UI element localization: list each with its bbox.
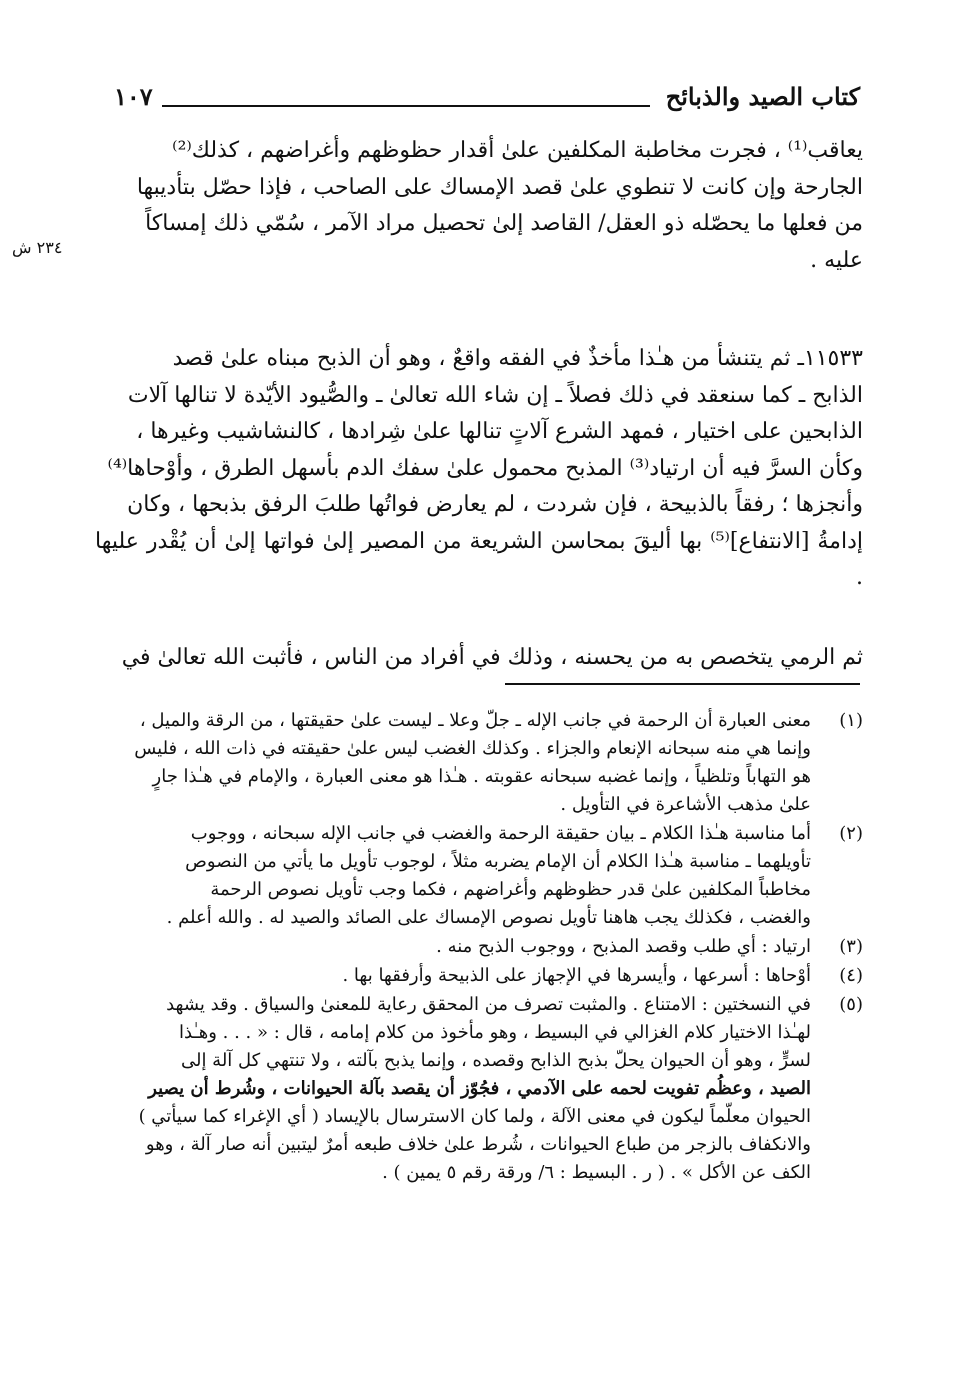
footnote-text	[95, 707, 811, 819]
footnote-number: (٢)	[839, 823, 863, 844]
footnote-text	[95, 991, 811, 1187]
footnote-line: تأويلهما ـ مناسبة هـٰذا الكلام أن الإمام يضربه مثلاً ، لوجوب تأويل ما يأتي من النصوص	[185, 851, 811, 872]
footnote-line: لهـٰذا الاختيار كلام الغزالي في البسيط ، وهو مأخوذ من كلام إمامه ، قال : « . . . وهـٰذا	[179, 1022, 811, 1043]
footnote-line: لسرٍّ ، وهو أن الحيوان يحلّ بذبح الذابح وقصده ، وإنما يذبح بآلته ، ولا تنتهي كل آلة إلى	[180, 1050, 811, 1071]
footnote-line: معنى العبارة أن الرحمة في جانب الإله ـ جلّ وعلا ـ ليست علىٰ حقيقتها ، من الرقة والميل ،	[139, 710, 811, 731]
text-line: إدامةُ [الانتفاع]⁽⁵⁾ بها أليقَ بمحاسن الشريعة من المصير إلىٰ فواتها إلىٰ أن يُقْدر عليها .	[95, 528, 863, 590]
footnote-line: في النسختين : الامتناع . والمثبت تصرف من المحقق رعاية للمعنىٰ والسياق . وقد يشهد	[166, 994, 811, 1015]
page-number: ١٠٧	[114, 82, 153, 111]
paragraph-2	[95, 341, 863, 597]
paragraph-3	[95, 640, 863, 677]
footnote-number: (٤)	[839, 965, 863, 986]
header-rule	[162, 105, 650, 107]
footnote-line: والانكفاف بالزجر من طباع الحيوانات ، شُرط علىٰ خلاف طبعه أمرٌ ليتبين أنه صار آلة ، وهو	[145, 1134, 811, 1155]
text-line: الذابح ـ كما سنعقد في ذلك فصلاً ـ إن شاء الله تعالىٰ ـ والصُّيود الأيّدة لا تنالها آلات	[127, 382, 863, 408]
footnote-2	[95, 820, 863, 932]
text-line: يعاقب⁽¹⁾ ، فجرت مخاطبة المكلفين علىٰ أقدار حظوظهم وأغراضهم ، كذلك⁽²⁾	[172, 138, 863, 163]
footnote-line: الصيد ، وعظُم تفويت لحمه على الآدمي ، فجُوّز أن يقصد بآلة الحيوانات ، وشُرط أن يصير	[148, 1078, 811, 1099]
paragraph-1	[95, 133, 863, 279]
footnote-4	[95, 962, 863, 990]
text-line: ثم الرمي يتخصص به من يحسنه ، وذلك في أفراد من الناس ، فأثبت الله تعالىٰ في	[121, 645, 863, 670]
footnote-line: مخاطباً المكلفين علىٰ قدر حظوظهم وأغراضهم ، فكما وجب تأويل نصوص الرحمة	[210, 879, 811, 900]
footnotes	[95, 707, 863, 1188]
footnote-line: الحيوان معلّماً ليكون في معنى الآلة ، ولما كان الاسترسال بالإيساد ( أي الإغراء كما سيأتي )	[138, 1106, 811, 1127]
text-line: الذابحين على اختيار ، فمهد الشرع آلاتٍ تنالها علىٰ شِرادها ، كالنشاشيب وغيرها ،	[136, 419, 863, 444]
text-line: وكأن السرَّ فيه أن ارتياد⁽³⁾ المذبح محمول علىٰ سفك الدم بأسهل الطرق ، وأوْحاها⁽⁴⁾	[107, 455, 863, 481]
text-line: الجارحة وإن كانت لا تنطوي علىٰ قصد الإمساك على الصاحب ، فإذا حصّل بتأديبها	[136, 174, 863, 200]
footnote-5	[95, 991, 863, 1187]
footnote-line: علىٰ مذهب الأشاعرة في التأويل .	[560, 794, 811, 815]
text-line: من فعلها ما يحصّله ذو العقل/ القاصد إلىٰ تحصيل مراد الآمر ، سُمّي ذلك إمساكاً	[145, 211, 863, 236]
footnote-line: وإنما هي منه سبحانه الإنعام والجزاء . وكذلك الغضب ليس علىٰ حقيقته في ذات الله ، فليس	[134, 738, 811, 759]
footnote-line: والغضب ، فكذلك يجب هاهنا تأويل نصوص الإمساك على الصائد والصيد له . والله أعلم .	[166, 907, 811, 928]
footnote-line: ارتياد : أي طلب وقصد المذبح ، ووجوب الذبح منه .	[436, 936, 811, 957]
running-title: كتاب الصيد والذبائح	[665, 82, 860, 111]
margin-folio-note: ٢٣٤ ش	[12, 238, 63, 257]
text-line: وأنجزها ؛ رفقاً بالذبيحة ، فإن شردت ، لم يعارض فواتُها طلبَ الرفق بذبحها ، وكان	[127, 492, 863, 517]
footnote-number: (١)	[839, 710, 863, 731]
footnote-line: أوْحاها : أسرعها ، وأيسرها في الإجهاز على الذبيحة وأرفقها بها .	[342, 965, 811, 986]
text-line: ١١٥٣٣ـ ثم يتنشأ من هـٰذا مأخذٌ في الفقه واقعٌ ، وهو أن الذبح مبناه علىٰ قصد	[172, 346, 863, 371]
footnote-text	[95, 962, 811, 990]
footnote-1	[95, 707, 863, 819]
footnote-number: (٣)	[839, 936, 863, 957]
page-header	[100, 82, 860, 122]
footnote-text	[95, 820, 811, 932]
footnote-line: الكف عن الأكل » . ( ر . البسيط : ٦/ ورقة رقم ٥ يمين ) .	[382, 1162, 811, 1183]
footnote-text	[95, 933, 811, 961]
footnote-3	[95, 933, 863, 961]
footnote-line: هو التهاباً وتلظياً ، وإنما غضبه سبحانه عقوبته . هـٰذا هو معنى العبارة ، والإمام في هـٰذا جارٍ	[152, 766, 811, 787]
footnote-separator	[505, 683, 860, 685]
text-line: عليه .	[810, 247, 863, 273]
footnote-number: (٥)	[839, 994, 863, 1015]
footnote-line: أما مناسبة هـٰذا الكلام ـ بيان حقيقة الرحمة والغضب في جانب الإله سبحانه ، ووجوب	[190, 823, 811, 844]
